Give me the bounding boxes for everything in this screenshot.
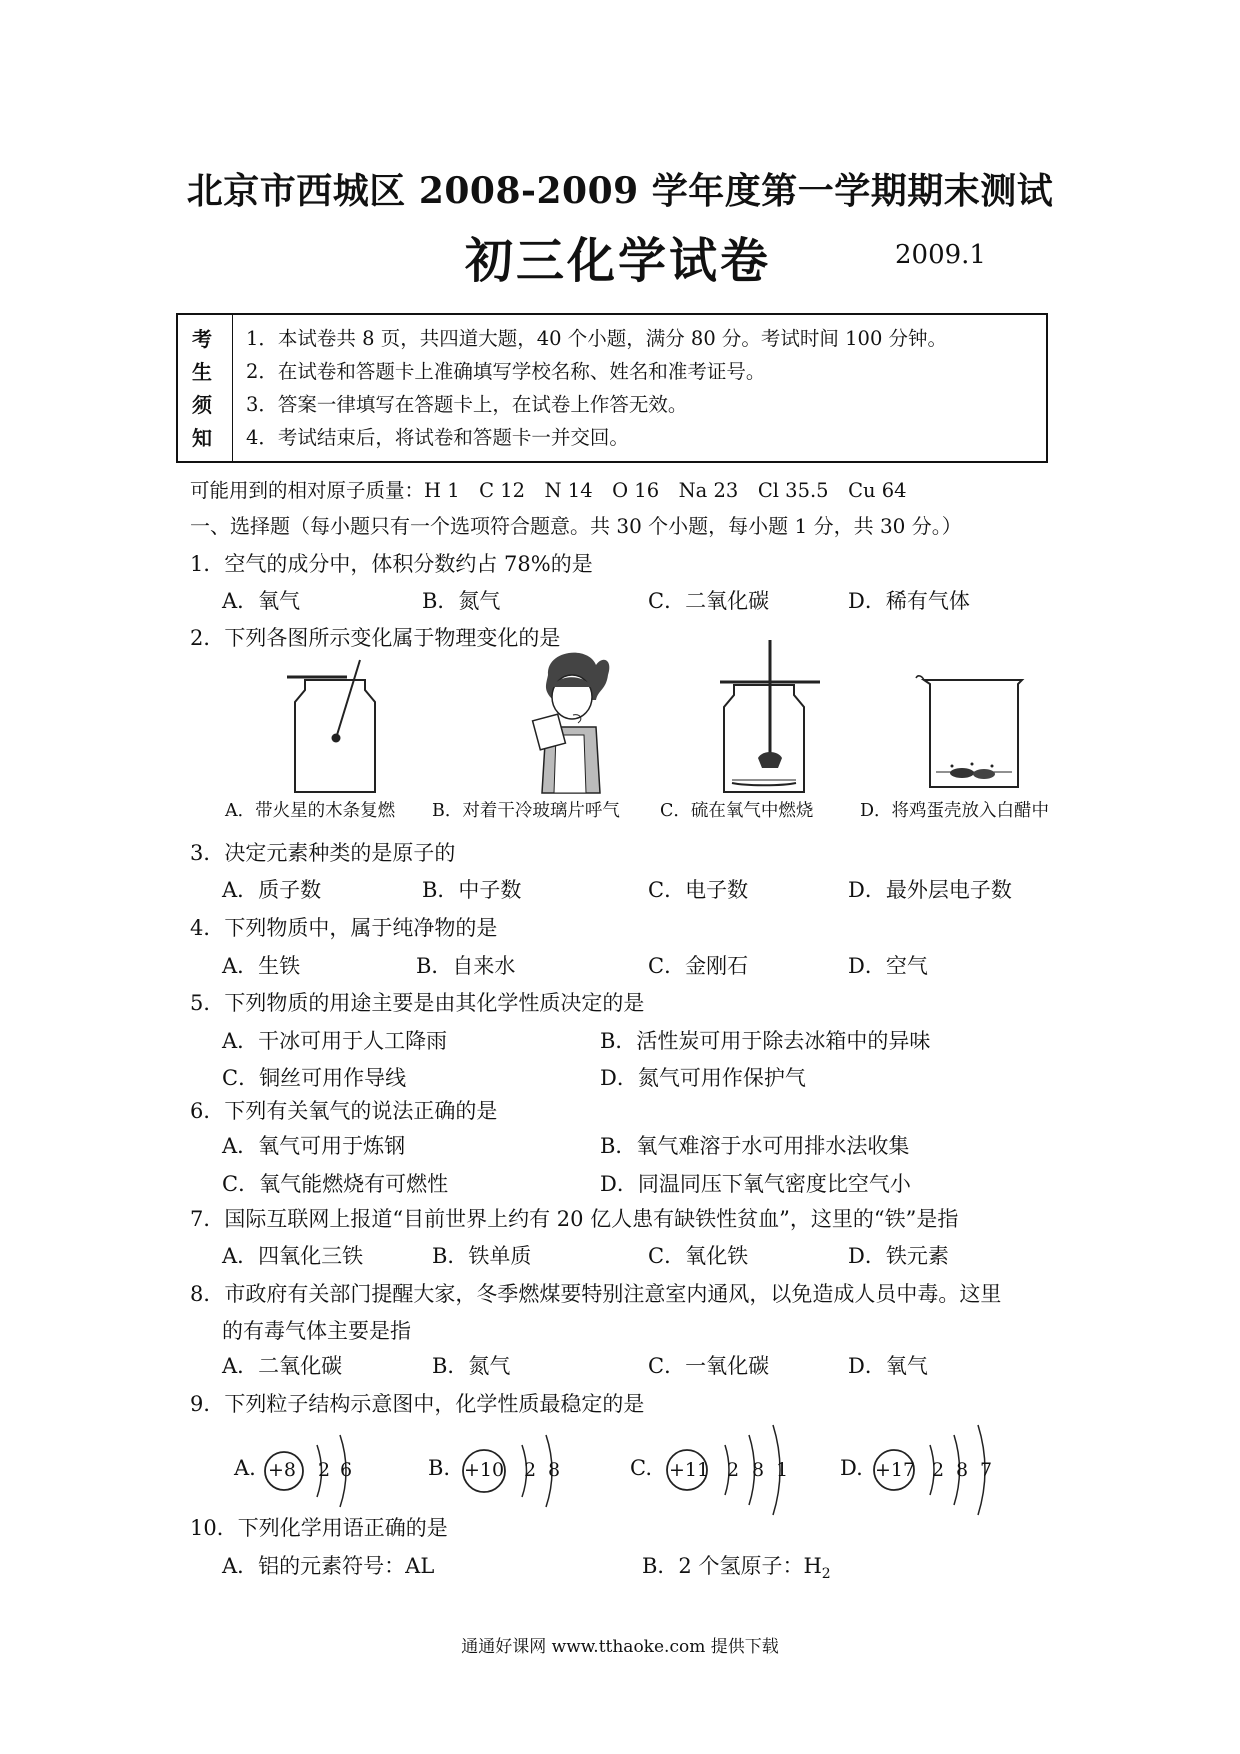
option-c: C．电子数 bbox=[648, 878, 749, 902]
caption-b: B．对着干冷玻璃片呼气 bbox=[432, 801, 620, 821]
question-8-stem: 8．市政府有关部门提醒大家，冬季燃煤要特别注意室内通风，以免造成人员中毒。这里 bbox=[190, 1282, 1002, 1306]
atom-b-shell-2: 8 bbox=[548, 1459, 561, 1481]
notice-box bbox=[176, 313, 1048, 463]
question-2-stem: 2．下列各图所示变化属于物理变化的是 bbox=[190, 626, 561, 650]
exam-date: 2009.1 bbox=[895, 240, 986, 270]
caption-c: C．硫在氧气中燃烧 bbox=[660, 801, 814, 821]
option-c: C．金刚石 bbox=[648, 954, 749, 978]
option-d: D．空气 bbox=[848, 954, 928, 978]
atom-c-shell-2: 8 bbox=[752, 1459, 765, 1481]
option-a: A．氧气可用于炼钢 bbox=[222, 1134, 406, 1158]
caption-a: A．带火星的木条复燃 bbox=[225, 801, 396, 821]
atom-b-label: B. bbox=[428, 1456, 451, 1480]
atom-d-shell-3: 7 bbox=[980, 1459, 993, 1481]
atom-c-shell-3: 1 bbox=[776, 1459, 789, 1481]
atom-d-shell-1: 2 bbox=[932, 1459, 945, 1481]
option-a: A．二氧化碳 bbox=[222, 1354, 343, 1378]
subscript: 2 bbox=[821, 1566, 831, 1583]
atom-d-shell-2: 8 bbox=[956, 1459, 969, 1481]
question-9-stem: 9．下列粒子结构示意图中，化学性质最稳定的是 bbox=[190, 1392, 645, 1416]
atom-a-nucleus: +8 bbox=[268, 1459, 297, 1481]
option-c: C．二氧化碳 bbox=[648, 589, 770, 613]
notice-item: 1．本试卷共 8 页，共四道大题，40 个小题，满分 80 分。考试时间 100 分钟。 bbox=[246, 327, 948, 350]
section-heading: 一、选择题（每小题只有一个选项符合题意。共 30 个小题，每小题 1 分，共 30 分。） bbox=[190, 514, 962, 538]
exam-subtitle: 初三化学试卷 bbox=[465, 233, 772, 289]
notice-label-char: 知 bbox=[192, 426, 212, 450]
notice-label bbox=[178, 315, 233, 461]
option-d: D．氮气可用作保护气 bbox=[600, 1066, 806, 1090]
atom-a-shell-1: 2 bbox=[318, 1459, 331, 1481]
atom-d-nucleus: +17 bbox=[875, 1459, 916, 1481]
atom-c-nucleus: +11 bbox=[669, 1459, 710, 1481]
question-10-stem: 10．下列化学用语正确的是 bbox=[190, 1516, 448, 1540]
question-8-stem-continued: 的有毒气体主要是指 bbox=[222, 1319, 411, 1343]
option-c: C．一氧化碳 bbox=[648, 1354, 770, 1378]
atom-c-label: C. bbox=[630, 1456, 652, 1480]
question-4-stem: 4．下列物质中，属于纯净物的是 bbox=[190, 916, 498, 940]
question-5-stem: 5．下列物质的用途主要是由其化学性质决定的是 bbox=[190, 991, 645, 1015]
option-c: C．氧气能燃烧有可燃性 bbox=[222, 1172, 449, 1196]
notice-item: 4．考试结束后，将试卷和答题卡一并交回。 bbox=[246, 426, 629, 449]
notice-label-char: 须 bbox=[192, 393, 212, 417]
notice-label-char: 考 bbox=[192, 327, 212, 351]
option-d: D．同温同压下氧气密度比空气小 bbox=[600, 1172, 911, 1196]
atom-a-shell-2: 6 bbox=[340, 1459, 353, 1481]
jar-with-splint-illustration bbox=[285, 650, 385, 795]
option-b-text: B．2 个氢原子：H bbox=[642, 1554, 822, 1578]
option-b: B．氮气 bbox=[432, 1354, 511, 1378]
notice-item: 3．答案一律填写在答题卡上，在试卷上作答无效。 bbox=[246, 393, 688, 416]
atom-b-shell-1: 2 bbox=[524, 1459, 537, 1481]
atom-a-label: A. bbox=[234, 1456, 256, 1480]
option-a: A．质子数 bbox=[222, 878, 322, 902]
option-a: A．干冰可用于人工降雨 bbox=[222, 1029, 448, 1053]
option-d: D．最外层电子数 bbox=[848, 878, 1012, 902]
option-b: B．铁单质 bbox=[432, 1244, 532, 1268]
question-7-stem: 7．国际互联网上报道“目前世界上约有 20 亿人患有缺铁性贫血”，这里的“铁”是指 bbox=[190, 1207, 959, 1231]
caption-d: D．将鸡蛋壳放入白醋中 bbox=[860, 801, 1050, 821]
option-c: C．铜丝可用作导线 bbox=[222, 1066, 407, 1090]
girl-breathing-illustration bbox=[518, 645, 618, 795]
atom-b-nucleus: +10 bbox=[464, 1459, 505, 1481]
option-b: B．中子数 bbox=[422, 878, 522, 902]
option-a: A．铝的元素符号：AL bbox=[222, 1554, 435, 1578]
option-a: A．生铁 bbox=[222, 954, 301, 978]
footer: 通通好课网 www.tthaoke.com 提供下载 bbox=[461, 1637, 779, 1657]
atomic-mass-line: 可能用到的相对原子质量：H 1 C 12 N 14 O 16 Na 23 Cl 35.5 Cu 64 bbox=[190, 479, 907, 502]
notice-label-char: 生 bbox=[192, 360, 212, 384]
question-6-stem: 6．下列有关氧气的说法正确的是 bbox=[190, 1099, 498, 1123]
beaker-eggshell-illustration bbox=[922, 672, 1027, 794]
option-d: D．稀有气体 bbox=[848, 589, 970, 613]
option-b bbox=[642, 1550, 831, 1582]
option-d: D．铁元素 bbox=[848, 1244, 949, 1268]
atom-c-shell-1: 2 bbox=[727, 1459, 740, 1481]
option-b: B．氧气难溶于水可用排水法收集 bbox=[600, 1134, 910, 1158]
exam-title: 北京市西城区 2008-2009 学年度第一学期期末测试 bbox=[186, 170, 1054, 212]
sulfur-burning-illustration bbox=[712, 640, 822, 795]
option-b: B．氮气 bbox=[422, 589, 501, 613]
option-b: B．活性炭可用于除去冰箱中的异味 bbox=[600, 1029, 931, 1053]
option-a: A．氧气 bbox=[222, 589, 301, 613]
question-3-stem: 3．决定元素种类的是原子的 bbox=[190, 841, 456, 865]
option-c: C．氧化铁 bbox=[648, 1244, 749, 1268]
notice-item: 2．在试卷和答题卡上准确填写学校名称、姓名和准考证号。 bbox=[246, 360, 766, 383]
question-1-stem: 1．空气的成分中，体积分数约占 78%的是 bbox=[190, 552, 593, 576]
option-d: D．氧气 bbox=[848, 1354, 928, 1378]
atom-d-label: D. bbox=[840, 1456, 863, 1480]
option-a: A．四氧化三铁 bbox=[222, 1244, 364, 1268]
option-b: B．自来水 bbox=[416, 954, 516, 978]
